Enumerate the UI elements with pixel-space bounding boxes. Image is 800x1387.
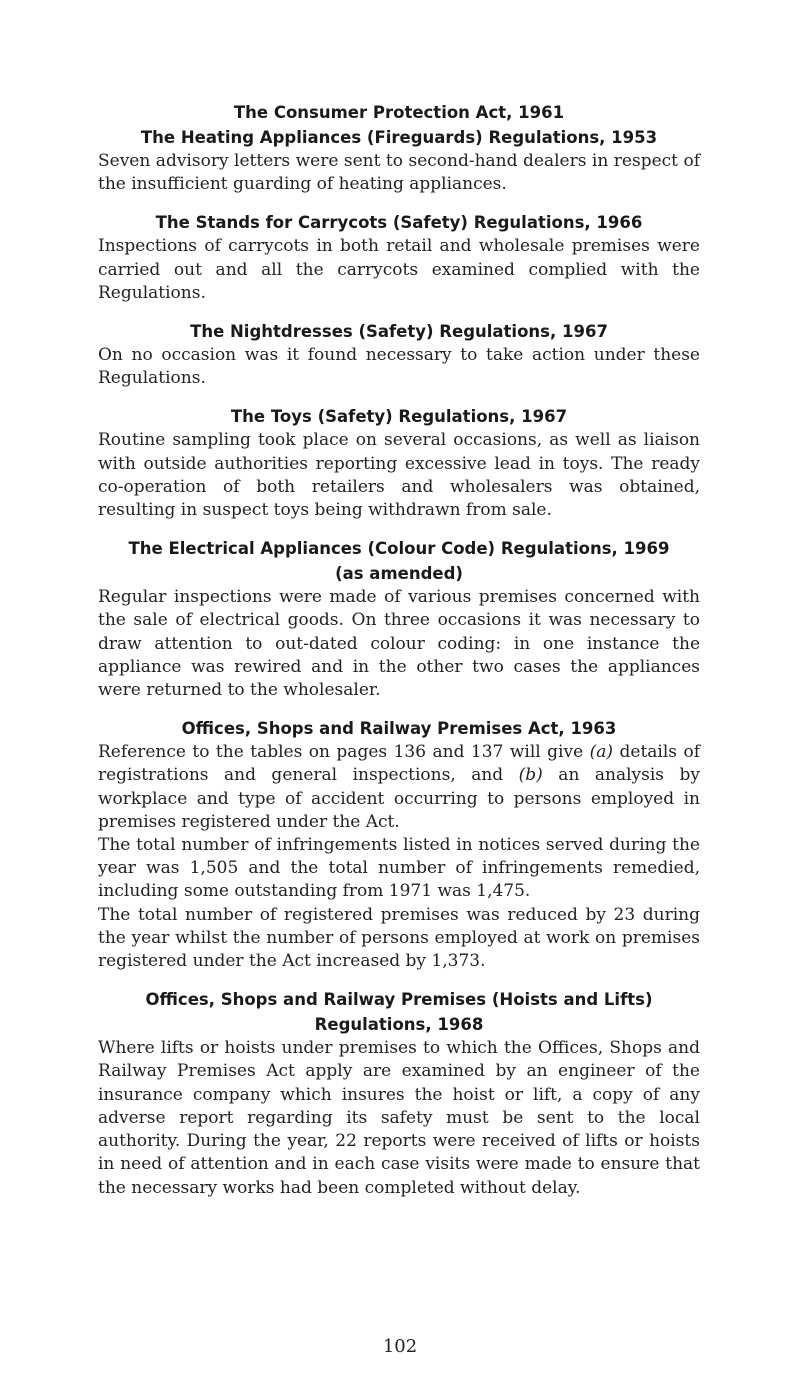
item-marker-b: (b) xyxy=(518,765,543,786)
heading-hoists-and-lifts-line2: Regulations, 1968 xyxy=(314,1015,484,1035)
paragraph-electrical-appliances: Regular inspections were made of various premises concerned with the sale of electrical goods. On three occasions it was necessary to draw attention to out-dated colour coding: in one instance the appliance was rewired and in the other two cases the appliances were returned to the wholesaler. xyxy=(98,587,700,701)
heading-heating-appliances: The Heating Appliances (Fireguards) Regulations, 1953 xyxy=(140,128,658,147)
paragraph-toys: Routine sampling took place on several occasions, as well as liaison with outside authorities reporting excessive lead in toys. The ready co-operation of both retailers and wholesalers was obtained, resulting in suspect toys being withdrawn from sale. xyxy=(98,430,700,521)
paragraph-heating-appliances: Seven advisory letters were sent to second-hand dealers in respect of the insufficient guarding of heating appliances. xyxy=(98,151,700,195)
text-fragment: an analysis by workplace and type of accident occurring to persons employed in premises registered under the Act. xyxy=(98,765,700,832)
paragraph-nightdresses: On no occasion was it found necessary to take action under these Regulations. xyxy=(98,345,700,389)
heading-hoists-and-lifts: Offices, Shops and Railway Premises (Hoists and Lifts) xyxy=(145,990,653,1010)
text-fragment: Reference to the tables on pages 136 and 137 will give xyxy=(98,742,590,763)
item-marker-a: (a) xyxy=(589,742,614,763)
heading-electrical-appliances: The Electrical Appliances (Colour Code) Regulations, 1969 xyxy=(128,539,670,559)
heading-consumer-protection-act: The Consumer Protection Act, 1961 xyxy=(233,103,565,122)
text-fragment: details of registrations and general inspections, and xyxy=(98,742,700,786)
heading-offices-shops-act: Offices, Shops and Railway Premises Act, 1963 xyxy=(181,719,617,739)
heading-nightdresses: The Nightdresses (Safety) Regulations, 1967 xyxy=(190,322,608,342)
heading-toys: The Toys (Safety) Regulations, 1967 xyxy=(230,407,568,427)
paragraph-registered-premises: The total number of registered premises was reduced by 23 during the year whilst the number of persons employed at work on premises registered under the Act increased by 1,373. xyxy=(98,904,700,972)
document-page xyxy=(98,100,700,1200)
page-number: 102 xyxy=(382,1336,418,1357)
paragraph-carrycots: Inspections of carrycots in both retail and wholesale premises were carried out and all the carrycots examined complied with the Regulations. xyxy=(98,236,700,303)
paragraph-offices-tables-reference xyxy=(98,741,700,834)
heading-carrycots: The Stands for Carrycots (Safety) Regulations, 1966 xyxy=(155,213,643,233)
paragraph-hoists-and-lifts: Where lifts or hoists under premises to which the Offices, Shops and Railway Premises Act apply are examined by an engineer of the insurance company which insures the hoist or lift, a copy of any adverse report regarding its safety must be sent to the local authority. During the year, 22 reports were received of lifts or hoists in need of attention and in each case visits were made to ensure that the necessary works had been completed without delay. xyxy=(98,1038,700,1198)
paragraph-infringements: The total number of infringements listed in notices served during the year was 1,505 and the total number of infringements remedied, including some outstanding from 1971 was 1,475. xyxy=(98,835,700,902)
heading-electrical-appliances-line2: (as amended) xyxy=(335,564,463,584)
